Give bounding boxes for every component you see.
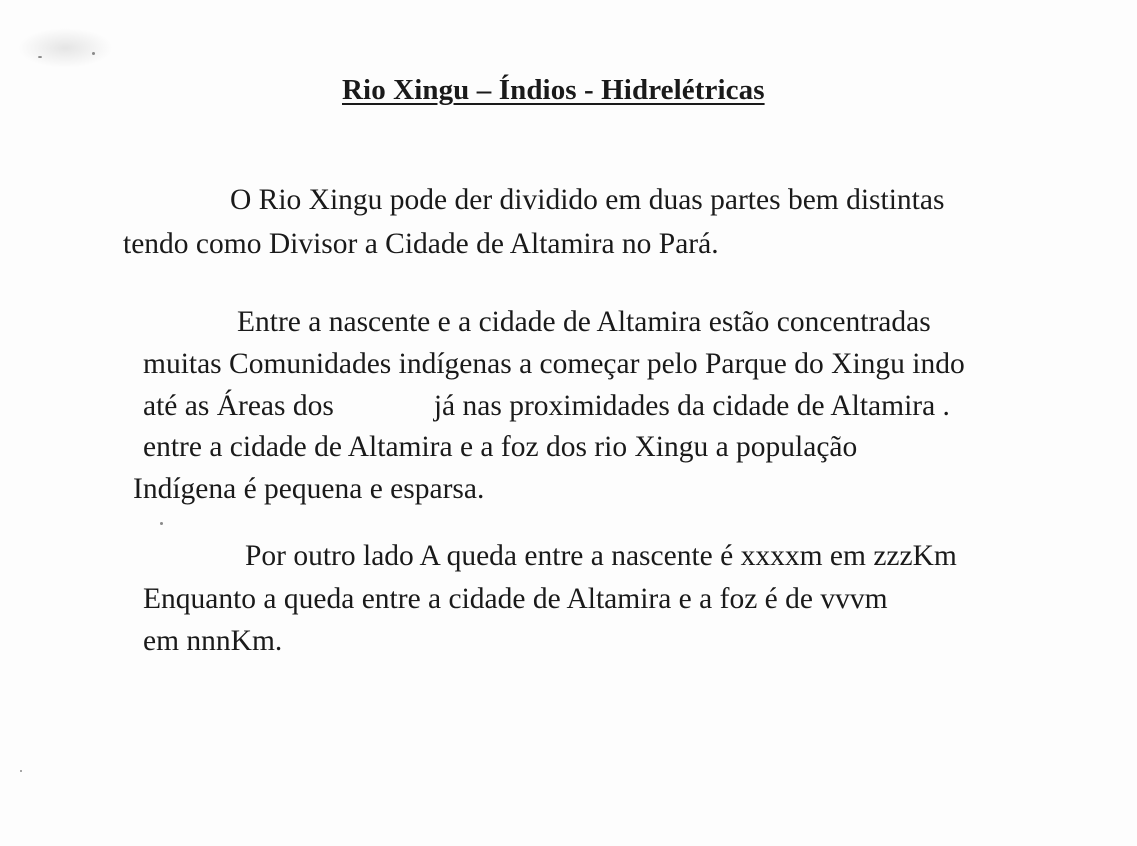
paragraph-3-line-2: Enquanto a queda entre a cidade de Altamira e a foz é de vvvm — [143, 583, 888, 615]
scan-speck — [160, 522, 163, 525]
paragraph-3-line-1: Por outro lado A queda entre a nascente é xxxxm em zzzKm — [245, 540, 957, 572]
scan-speck — [92, 52, 95, 55]
scan-smudge — [18, 28, 113, 68]
paragraph-2-line-1: Entre a nascente e a cidade de Altamira estão concentradas — [237, 306, 931, 338]
paragraph-1-line-2: tendo como Divisor a Cidade de Altamira no Pará. — [123, 228, 719, 260]
paragraph-1-line-1: O Rio Xingu pode der dividido em duas partes bem distintas — [230, 184, 945, 216]
paragraph-3-line-3: em nnnKm. — [143, 625, 283, 657]
scan-speck — [38, 56, 42, 58]
paragraph-2-line-5: Indígena é pequena e esparsa. — [133, 473, 485, 505]
paragraph-2-line-4: entre a cidade de Altamira e a foz dos rio Xingu a população — [143, 431, 858, 463]
paragraph-2-line-3-part-2: já nas proximidades da cidade de Altamira . — [433, 390, 950, 422]
document-title: Rio Xingu – Índios - Hidrelétricas — [342, 74, 765, 106]
paragraph-2-line-3 — [143, 392, 950, 422]
scan-speck — [20, 770, 22, 772]
paragraph-2-line-3-part-1: até as Áreas dos — [143, 390, 334, 422]
paragraph-2-line-2: muitas Comunidades indígenas a começar pelo Parque do Xingu indo — [143, 348, 965, 380]
